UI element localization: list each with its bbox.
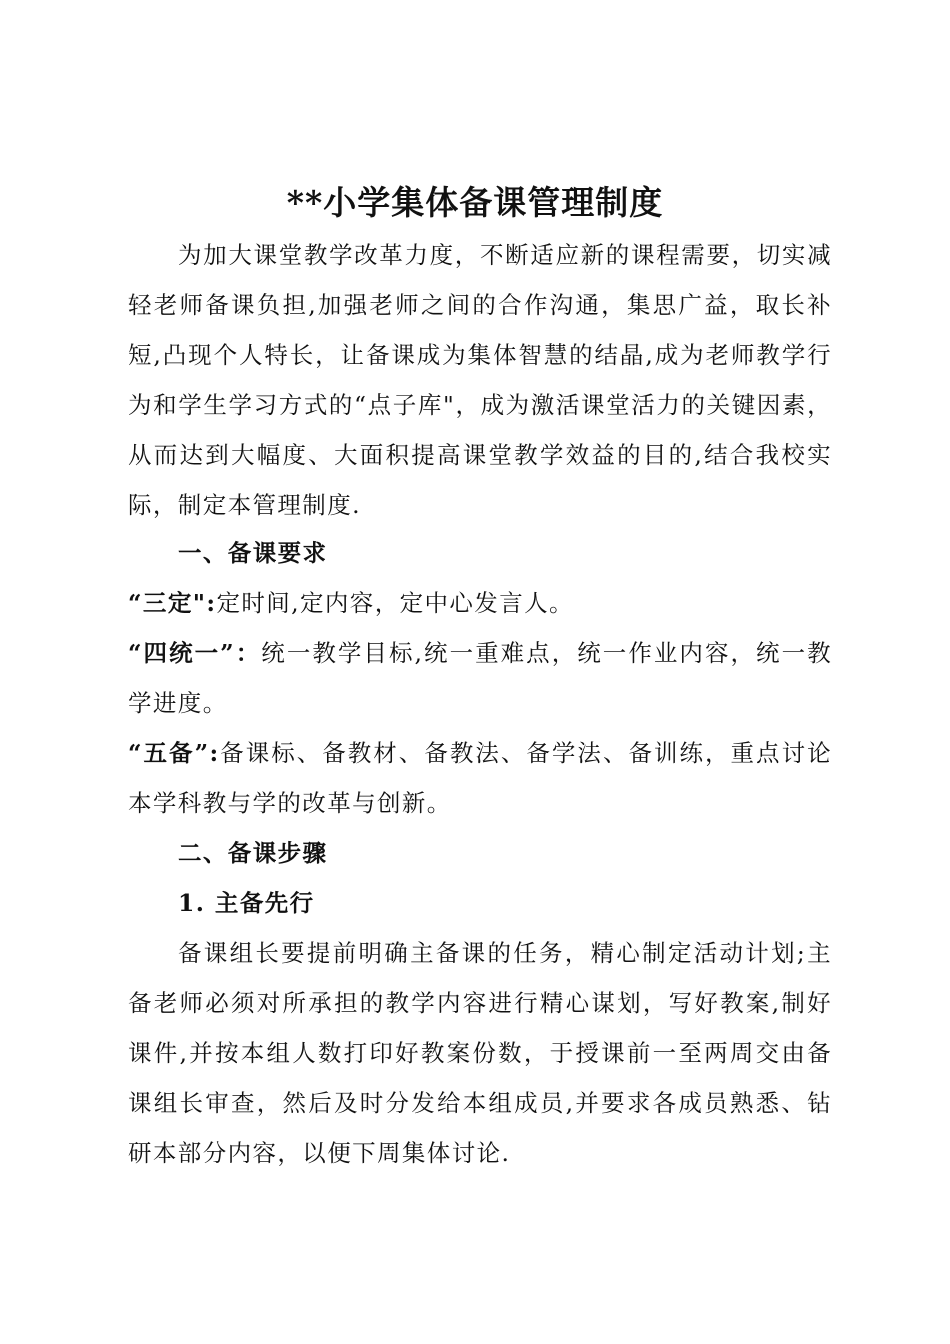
requirement-text: 备课标、备教材、备教法、备学法、备训练，重点讨论本学科教与学的改革与创新。 bbox=[128, 739, 832, 817]
intro-paragraph: 为加大课堂教学改革力度，不断适应新的课程需要，切实减轻老师备课负担,加强老师之间的合作沟通，集思广益，取长补短,凸现个人特长，让备课成为集体智慧的结晶,成为老师教学行为和学生学习方式的“点子库"，成为激活课堂活力的关键因素，从而达到大幅度、大面积提高课堂教学效益的目的,结合我校实际，制定本管理制度. bbox=[128, 241, 832, 519]
requirement-item-four-unified bbox=[128, 628, 832, 728]
requirement-item-three-fixed bbox=[128, 578, 832, 628]
section-heading-requirements: 一、备课要求 bbox=[178, 539, 328, 567]
subheading-lead-preparer: 1. 主备先行 bbox=[178, 889, 315, 917]
requirement-item-five-prep bbox=[128, 728, 832, 828]
requirement-text: 统一教学目标,统一重难点，统一作业内容，统一教学进度。 bbox=[128, 639, 833, 717]
document-title: **小学集体备课管理制度 bbox=[286, 183, 664, 222]
requirement-label: “三定": bbox=[128, 589, 217, 617]
requirement-text: 定时间,定内容，定中心发言人。 bbox=[216, 589, 574, 617]
requirement-label: “五备”: bbox=[128, 739, 220, 767]
section-heading-steps: 二、备课步骤 bbox=[178, 839, 328, 867]
steps-body-paragraph: 备课组长要提前明确主备课的任务，精心制定活动计划;主备老师必须对所承担的教学内容进行精心谋划，写好教案,制好课件,并按本组人数打印好教案份数，于授课前一至两周交由备课组长审查，然后及时分发给本组成员,并要求各成员熟悉、钻研本部分内容，以便下周集体讨论. bbox=[128, 939, 832, 1167]
requirement-label: “四统一”： bbox=[128, 639, 262, 667]
